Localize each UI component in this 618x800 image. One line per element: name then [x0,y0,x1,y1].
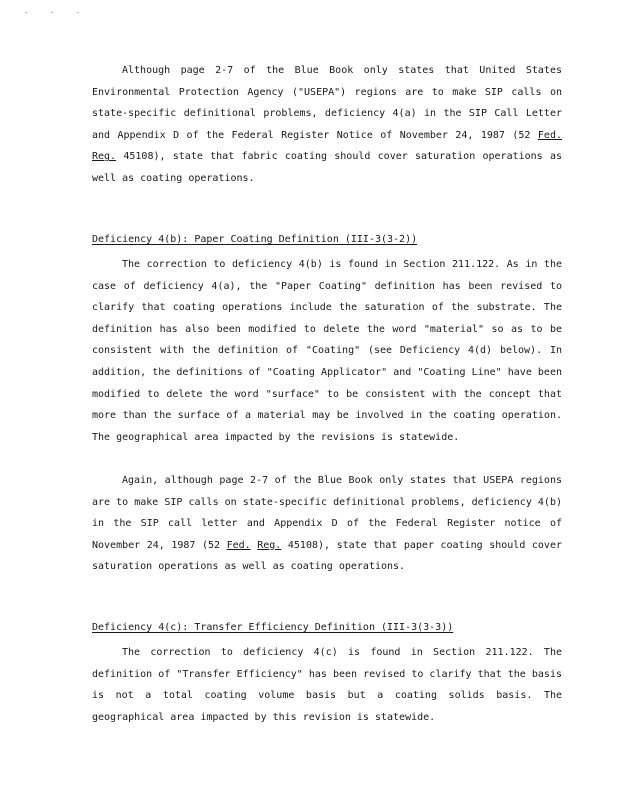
reg-ref: Reg. [92,151,117,163]
intro-paragraph [92,60,562,190]
para2-text-end: 45108), state that paper coating should cover saturation operations as well as coating operations. [92,539,562,573]
reg-ref-2: Reg. [257,539,282,551]
intro-text-start: Although page 2-7 of the Blue Book only states that United States Environmental Protection Agency ("USEPA") regions are to make SIP calls on state-specific definitional problems, deficiency 4(a) in the SIP Call Letter and Appendix D of the Federal Register Notice of November 24, 1987 (52 [92,65,562,141]
intro-text-end: 45108), state that fabric coating should cover saturation operations as well as coating operations. [92,151,562,184]
fed-ref-2: Fed. [226,539,251,551]
deficiency-4c-paragraph: The correction to deficiency 4(c) is found in Section 211.122. The definition of "Transfer Efficiency" has been revised to clarify that the basis is not a total coating volume basis but a coating solids basis. The geographical area impacted by this revision is statewide. [92,647,562,723]
fed-ref: Fed. [537,129,562,141]
heading-deficiency-4b: Deficiency 4(b): Paper Coating Definition (III-3(3-2)) [92,234,418,245]
deficiency-4b-paragraph-2 [92,470,562,578]
deficiency-4b-paragraph-1: The correction to deficiency 4(b) is found in Section 211.122. As in the case of deficiency 4(a), the "Paper Coating" definition has been revised to clarify that coating operations include the saturation of the substrate. The definition has also been modified to delete the word "material" so as to be consistent with the definition of "Coating" (see Deficiency 4(d) below). In addition, the definitions of "Coating Applicator" and "Coating Line" have been modified to delete the word "surface" to be consistent with the concept that more than the surface of a material may be involved in the coating operation. The geographical area impacted by the revisions is statewide. [92,259,562,443]
corner-marks: - · - [24,8,89,17]
heading-deficiency-4c: Deficiency 4(c): Transfer Efficiency Definition (III-3(3-3)) [92,622,454,633]
para2-text-start: Again, although page 2-7 of the Blue Book only states that USEPA regions are to make SIP calls on state-specific definitional problems, deficiency 4(b) in the SIP call letter and Appendix D of the Federal Register notice of November 24, 1987 (52 [92,475,562,551]
